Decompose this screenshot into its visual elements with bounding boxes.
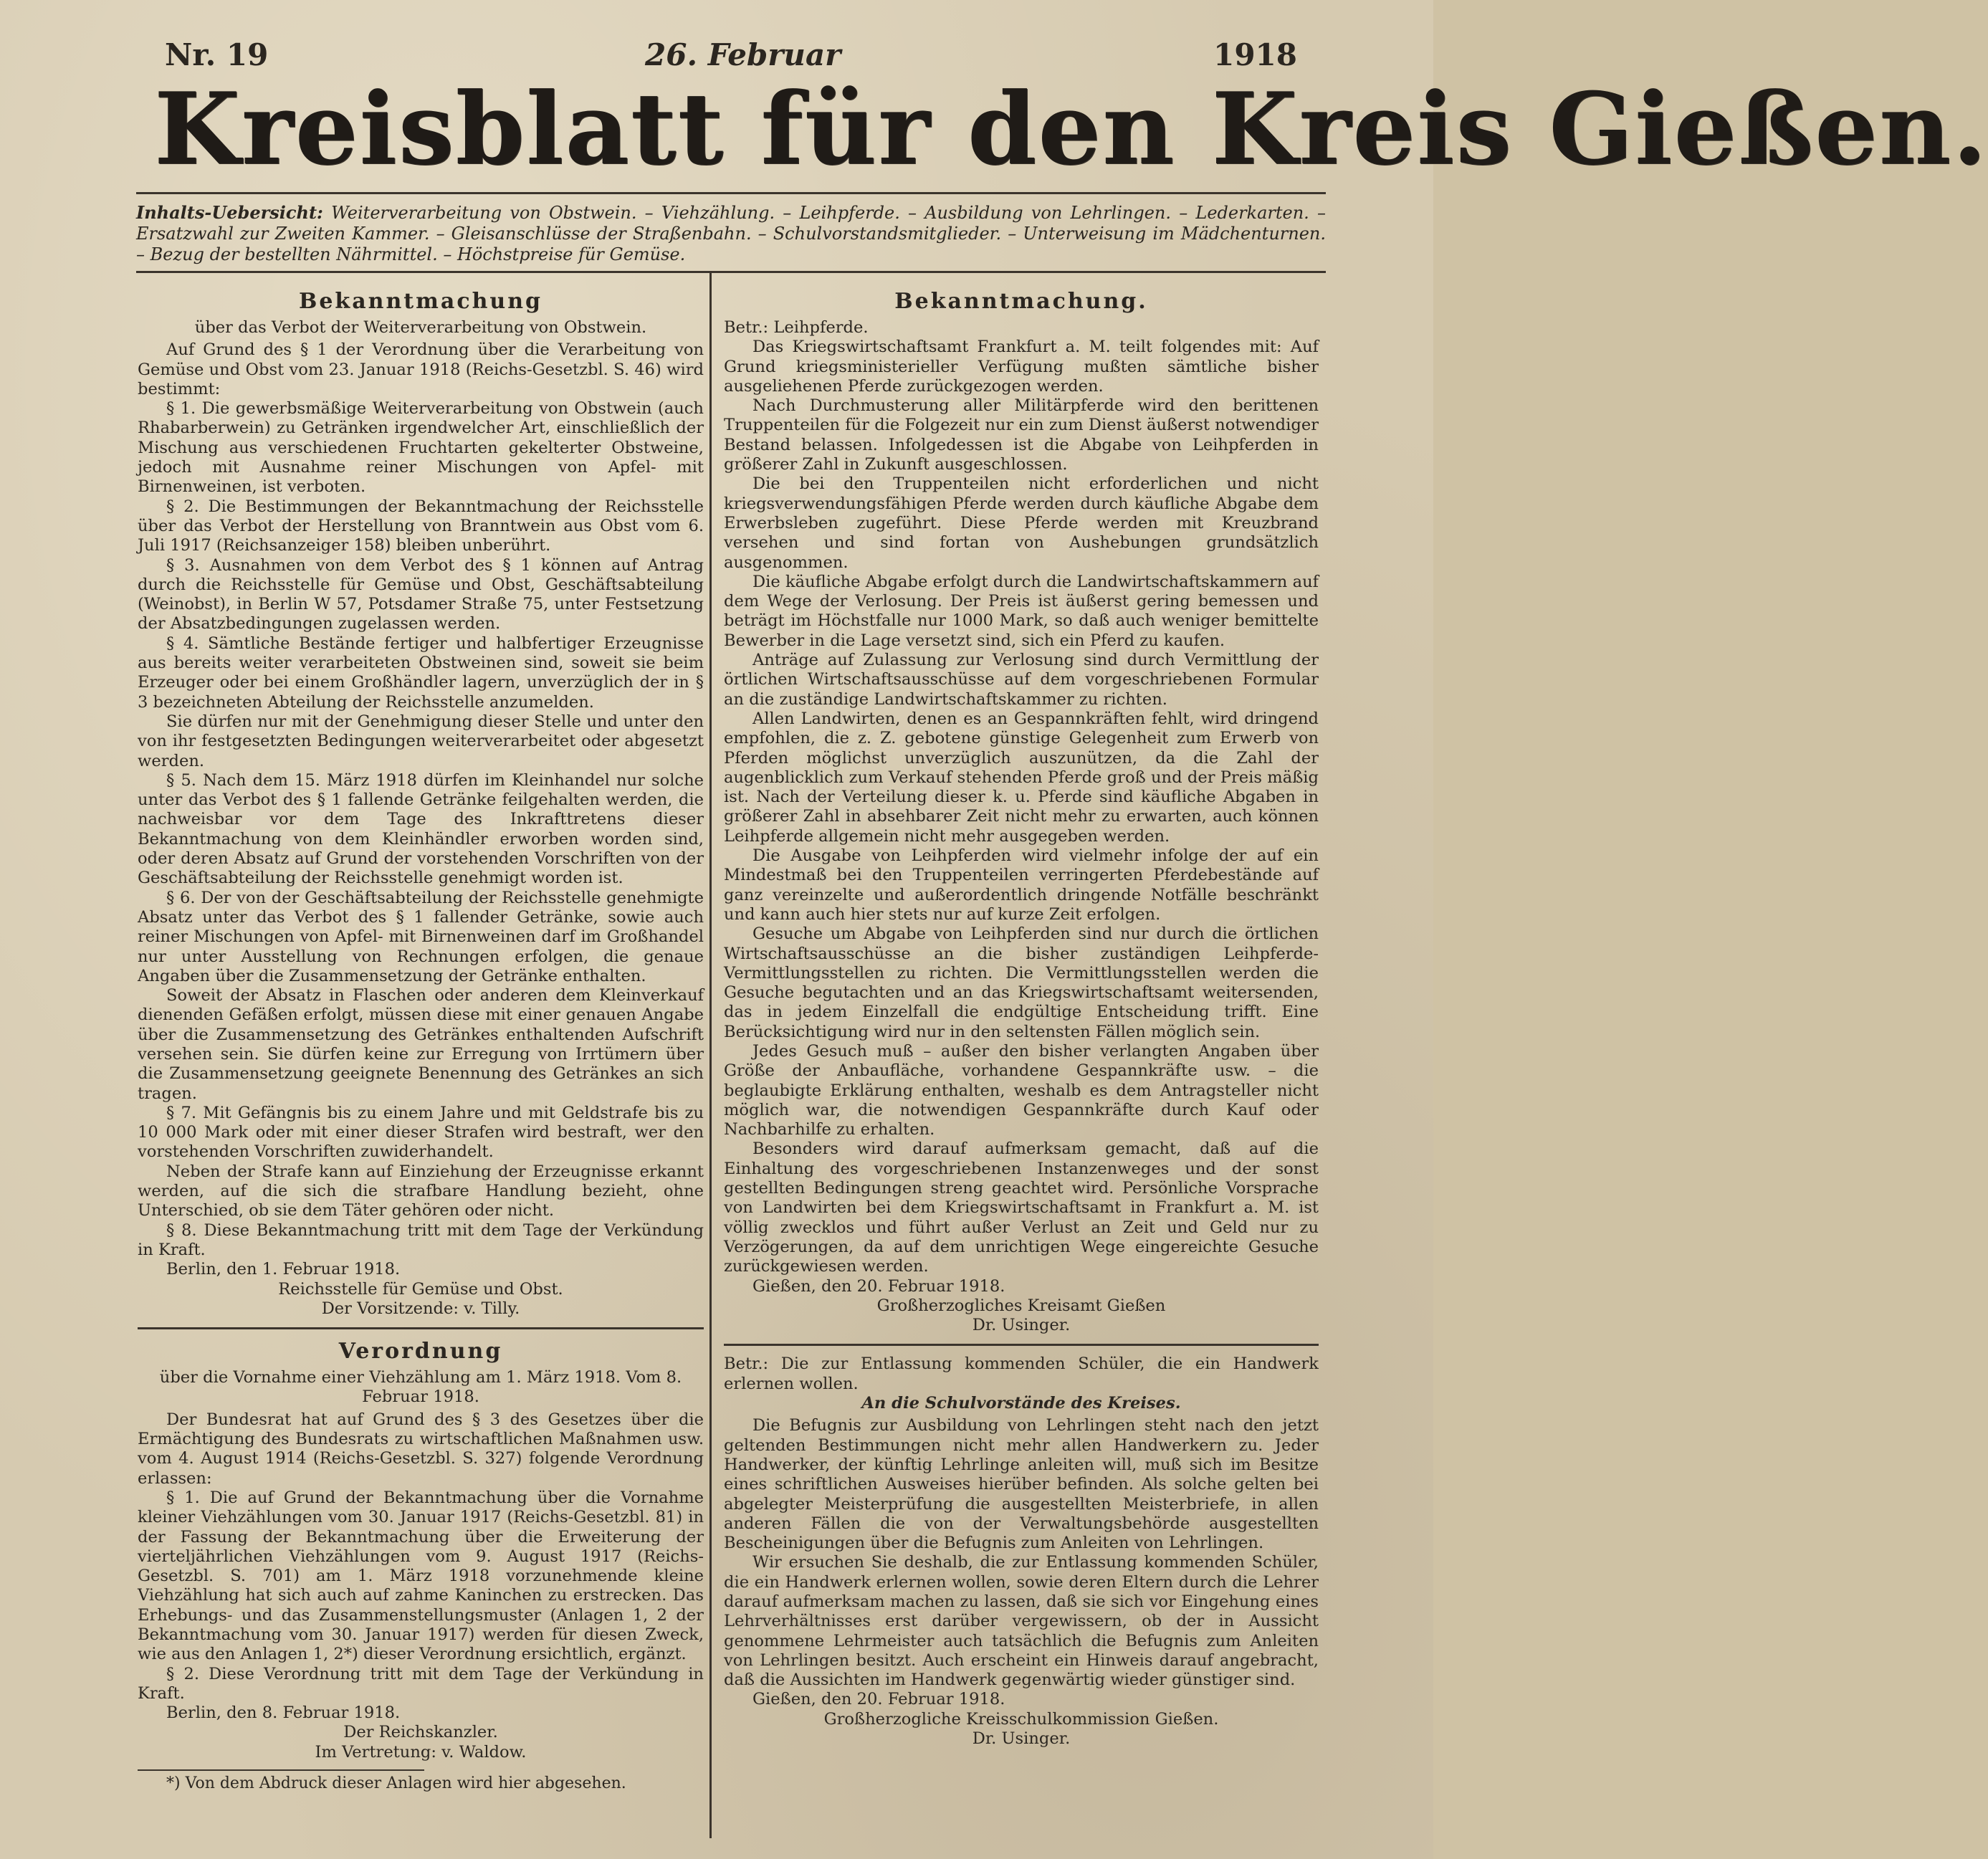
paragraph: § 5. Nach dem 15. März 1918 dürfen im Kleinhandel nur solche unter das Verbot des § 1 fallende Getränke feilgehalten werden, die nachweisbar vor dem Tage des Inkrafttretens dieser Bekanntmachung von dem Kleinhändler erworben worden sind, oder deren Absatz auf Grund der vorstehenden Vorschriften von der Geschäftsabteilung der Reichsstelle genehmigt worden ist.	[138, 770, 704, 888]
issue-year: 1918	[1213, 37, 1297, 72]
article-lehrlinge	[724, 1354, 1319, 1749]
toc-label: Inhalts-Uebersicht:	[136, 202, 323, 223]
paragraph: Auf Grund des § 1 der Verordnung über die Verarbeitung von Gemüse und Obst vom 23. Januar 1918 (Reichs-Gesetzbl. S. 46) wird bestimmt:	[138, 340, 704, 398]
paragraph: Die Befugnis zur Ausbildung von Lehrlingen steht nach den jetzt geltenden Bestimmungen nicht mehr allen Handwerkern zu. Jeder Handwerker, der künftig Lehrlinge anleiten will, muß sich im Besitze eines schriftlichen Ausweises hierüber befinden. Als solche gelten bei abgelegter Meisterprüfung die ausgestellten Meisterbriefe, in allen anderen Fällen die von der Verwaltungsbehörde ausgestellten Bescheinigungen über die Befugnis zum Anleiten von Lehrlingen.	[724, 1416, 1319, 1553]
paragraph: Gesuche um Abgabe von Leihpferden sind nur durch die örtlichen Wirtschaftsausschüsse an die bisher zuständigen Leihpferde-Vermittlungsstellen zu richten. Die Vermittlungsstellen werden die Gesuche begutachten und an das Kriegswirtschaftsamt weitersenden, das in jedem Einzelfall die endgültige Entscheidung trifft. Eine Berücksichtigung wird nur in den seltensten Fällen möglich sein.	[724, 924, 1319, 1041]
paragraph: Anträge auf Zulassung zur Verlosung sind durch Vermittlung der örtlichen Wirtschaftsausschüsse auf dem vorgeschriebenen Formular an die zuständige Landwirtschaftskammer zu richten.	[724, 651, 1319, 709]
article-divider	[138, 1327, 704, 1329]
left-column	[138, 281, 704, 1793]
article-title: Bekanntmachung.	[894, 289, 1148, 314]
article-subtitle: über die Vornahme einer Viehzählung am 1. März 1918. Vom 8. Februar 1918.	[159, 1368, 682, 1407]
paragraph: Jedes Gesuch muß – außer den bisher verlangten Angaben über Größe der Anbaufläche, vorhandene Gespannkräfte usw. – die beglaubigte Erklärung enthalten, weshalb es dem Antragsteller nicht möglich war, die notwendigen Gespannkräfte durch Kauf oder Nachbarhilfe zu erhalten.	[724, 1041, 1319, 1139]
masthead-title: Kreisblatt für den Kreis Gießen.	[154, 70, 1988, 187]
signature-place: Gießen, den 20. Februar 1918.	[752, 1276, 1005, 1296]
paragraph: § 7. Mit Gefängnis bis zu einem Jahre und mit Geldstrafe bis zu 10 000 Mark oder mit einer dieser Strafen wird bestraft, wer den vorstehenden Vorschriften zuwiderhandelt.	[138, 1103, 704, 1162]
signature-org: Großherzogliches Kreisamt Gießen	[876, 1296, 1166, 1315]
table-of-contents	[136, 202, 1326, 265]
paragraph: Neben der Strafe kann auf Einziehung der Erzeugnisse erkannt werden, auf die sich die strafbare Handlung bezieht, ohne Unterschied, ob sie dem Täter gehören oder nicht.	[138, 1162, 704, 1220]
paragraph: § 1. Die gewerbsmäßige Weiterverarbeitung von Obstwein (auch Rhabarberwein) zu Getränken irgendwelcher Art, einschließlich der Mischung aus verschiedenen Fruchtarten gekelterter Obstweine, jedoch mit Ausnahme reiner Mischungen von Apfel- mit Birnenweinen, ist verboten.	[138, 399, 704, 497]
issue-number: Nr. 19	[165, 37, 269, 72]
article-leihpferde	[724, 288, 1319, 1335]
article-title: Verordnung	[338, 1339, 503, 1365]
paragraph: Allen Landwirten, denen es an Gespannkräften fehlt, wird dringend empfohlen, die z. Z. gebotene günstige Gelegenheit zum Erwerb von Pferden möglichst unverzüglich auszunützen, da die Zahl der augenblicklich zum Verkauf stehenden Pferde groß und der Preis mäßig ist. Nach der Verteilung dieser k. u. Pferde sind käufliche Abgaben in größerer Zahl in absehbarer Zeit nicht mehr zu erwarten, auch können Leihpferde allgemein nicht mehr ausgegeben werden.	[724, 709, 1319, 846]
toc-text: Weiterverarbeitung von Obstwein. – Viehzählung. – Leihpferde. – Ausbildung von Lehrlingen. – Lederkarten. – Ersatzwahl zur Zweiten Kammer. – Gleisanschlüsse der Straßenbahn. – Schulvorstandsmitglieder. – Unterweisung im Mädchenturnen. – Bezug der bestellten Nährmittel. – Höchstpreise für Gemüse.	[136, 203, 1326, 264]
article-title: An die Schulvorstände des Kreises.	[861, 1394, 1181, 1413]
signature-place: Berlin, den 8. Februar 1918.	[166, 1703, 401, 1723]
signature-name: Dr. Usinger.	[972, 1729, 1071, 1749]
article-viehzaehlung	[138, 1338, 704, 1793]
signature-place: Berlin, den 1. Februar 1918.	[166, 1260, 401, 1279]
paragraph: § 2. Diese Verordnung tritt mit dem Tage der Verkündung in Kraft.	[138, 1664, 704, 1703]
signature-org: Der Reichskanzler.	[343, 1723, 498, 1742]
article-betreff: Betr.: Leihpferde.	[724, 318, 869, 337]
toc-rule	[136, 271, 1326, 273]
paragraph: Die bei den Truppenteilen nicht erforderlichen und nicht kriegsverwendungsfähigen Pferde werden durch käufliche Abgabe dem Erwerbsleben zugeführt. Diese Pferde werden mit Kreuzbrand versehen und sind fortan von Aushebungen grundsätzlich ausgenommen.	[724, 474, 1319, 572]
paragraph: § 1. Die auf Grund der Bekanntmachung über die Vornahme kleiner Viehzählungen vom 30. Januar 1917 (Reichs-Gesetzbl. 81) in der Fassung der Bekanntmachung über die Erweiterung der vierteljährlichen Viehzählungen vom 9. August 1917 (Reichs-Gesetzbl. S. 701) am 1. März 1918 vorzunehmende kleine Viehzählung hat sich auch auf zahme Kaninchen zu erstrecken. Das Erhebungs- und das Zusammenstellungsmuster (Anlagen 1, 2 der Bekanntmachung vom 30. Januar 1917) werden für diesen Zweck, wie aus den Anlagen 1, 2*) dieser Verordnung ersichtlich, ergänzt.	[138, 1488, 704, 1664]
paragraph: Sie dürfen nur mit der Genehmigung dieser Stelle und unter den von ihr festgesetzten Bedingungen weiterverarbeitet oder abgesetzt werden.	[138, 712, 704, 770]
column-divider	[709, 272, 712, 1838]
paragraph: § 4. Sämtliche Bestände fertiger und halbfertiger Erzeugnisse aus bereits weiter verarbeiteten Obstweinen sind, soweit sie beim Erzeuger oder bei einem Großhändler lagern, unverzüglich der in § 3 bezeichneten Abteilung der Reichsstelle anzumelden.	[138, 634, 704, 712]
signature-name: Im Vertretung: v. Waldow.	[315, 1742, 527, 1762]
paragraph: Der Bundesrat hat auf Grund des § 3 des Gesetzes über die Ermächtigung des Bundesrats zu wirtschaftlichen Maßnahmen usw. vom 4. August 1914 (Reichs-Gesetzbl. S. 327) folgende Verordnung erlassen:	[138, 1410, 704, 1488]
article-betreff: Betr.: Die zur Entlassung kommenden Schüler, die ein Handwerk erlernen wollen.	[724, 1354, 1319, 1393]
paragraph: Das Kriegswirtschaftsamt Frankfurt a. M. teilt folgendes mit: Auf Grund kriegsministerieller Verfügung mußten sämtliche bisher ausgeliehenen Pferde zurückgezogen werden.	[724, 338, 1319, 396]
masthead-rule	[136, 192, 1326, 194]
signature-name: Der Vorsitzende: v. Tilly.	[321, 1299, 520, 1318]
signature-place: Gießen, den 20. Februar 1918.	[752, 1690, 1005, 1709]
article-divider	[724, 1344, 1319, 1346]
signature-org: Reichsstelle für Gemüse und Obst.	[278, 1279, 563, 1299]
paragraph: Besonders wird darauf aufmerksam gemacht, daß auf die Einhaltung des vorgeschriebenen Instanzenweges und der sonst gestellten Bedingungen streng geachtet wird. Persönliche Vorsprache von Landwirten bei dem Kriegswirtschaftsamt in Frankfurt a. M. ist völlig zwecklos und führt außer Verlust an Zeit und Geld nur zu Verzögerungen, da auf dem unrichtigen Wege eingereichte Gesuche zurückgewiesen werden.	[724, 1139, 1319, 1276]
signature-name: Dr. Usinger.	[972, 1316, 1071, 1335]
paragraph: Soweit der Absatz in Flaschen oder anderen dem Kleinverkauf dienenden Gefäßen erfolgt, müssen diese mit einer genauen Angabe über die Zusammensetzung des Getränkes enthaltenden Aufschrift versehen sein. Sie dürfen keine zur Erregung von Irrtümern über die Zusammensetzung geeignete Benennung des Getränkes an sich tragen.	[138, 986, 704, 1103]
signature-org: Großherzogliche Kreisschulkommission Gießen.	[823, 1709, 1219, 1729]
article-obstwein	[138, 288, 704, 1319]
issue-date: 26. Februar	[645, 37, 841, 72]
paragraph: § 8. Diese Bekanntmachung tritt mit dem Tage der Verkündung in Kraft.	[138, 1220, 704, 1259]
footnote: *) Von dem Abdruck dieser Anlagen wird hier abgesehen.	[166, 1774, 626, 1793]
paragraph: § 2. Die Bestimmungen der Bekanntmachung der Reichsstelle über das Verbot der Herstellung von Branntwein aus Obst vom 6. Juli 1917 (Reichsanzeiger 158) bleiben unberührt.	[138, 497, 704, 555]
issue-line	[165, 37, 1297, 73]
article-subtitle: über das Verbot der Weiterverarbeitung von Obstwein.	[194, 318, 647, 337]
paragraph: Wir ersuchen Sie deshalb, die zur Entlassung kommenden Schüler, die ein Handwerk erlernen wollen, sowie deren Eltern durch die Lehrer darauf aufmerksam machen zu lassen, daß sie sich vor Eingehung eines Lehrverhältnisses erst darüber vergewissern, ob der in Aussicht genommene Lehrmeister auch tatsächlich die Befugnis zum Anleiten von Lehrlingen besitzt. Auch erscheint ein Hinweis darauf angebracht, daß die Aussichten im Handwerk gegenwärtig wieder günstiger sind.	[724, 1553, 1319, 1690]
paragraph: § 3. Ausnahmen von dem Verbot des § 1 können auf Antrag durch die Reichsstelle für Gemüse und Obst, Geschäftsabteilung (Weinobst), in Berlin W 57, Potsdamer Straße 75, unter Festsetzung der Absatzbedingungen zugelassen werden.	[138, 555, 704, 634]
paragraph: Die Ausgabe von Leihpferden wird vielmehr infolge der auf ein Mindestmaß bei den Truppenteilen verringerten Pferdebestände auf ganz vereinzelte und außerordentlich dringende Notfälle beschränkt und kann auch hier stets nur auf kurze Zeit erfolgen.	[724, 846, 1319, 924]
article-title: Bekanntmachung	[298, 289, 543, 314]
paragraph: § 6. Der von der Geschäftsabteilung der Reichsstelle genehmigte Absatz unter das Verbot des § 1 fallender Getränke, sowie auch reiner Mischungen von Apfel- mit Birnenweinen darf im Großhandel nur unter Ausstellung von Rechnungen erfolgen, die genaue Angaben über die Zusammensetzung der Getränke enthalten.	[138, 888, 704, 985]
paragraph: Nach Durchmusterung aller Militärpferde wird den berittenen Truppenteilen für die Folgezeit nur ein zum Dienst äußerst notwendiger Bestand belassen. Infolgedessen ist die Abgabe von Leihpferden in größerer Zahl in Zukunft ausgeschlossen.	[724, 396, 1319, 474]
right-column	[724, 281, 1319, 1749]
paragraph: Die käufliche Abgabe erfolgt durch die Landwirtschaftskammern auf dem Wege der Verlosung. Der Preis ist äußerst gering bemessen und beträgt im Höchstfalle nur 1000 Mark, so daß auch weniger bemittelte Bewerber in die Lage versetzt sind, sich ein Pferd zu kaufen.	[724, 572, 1319, 650]
